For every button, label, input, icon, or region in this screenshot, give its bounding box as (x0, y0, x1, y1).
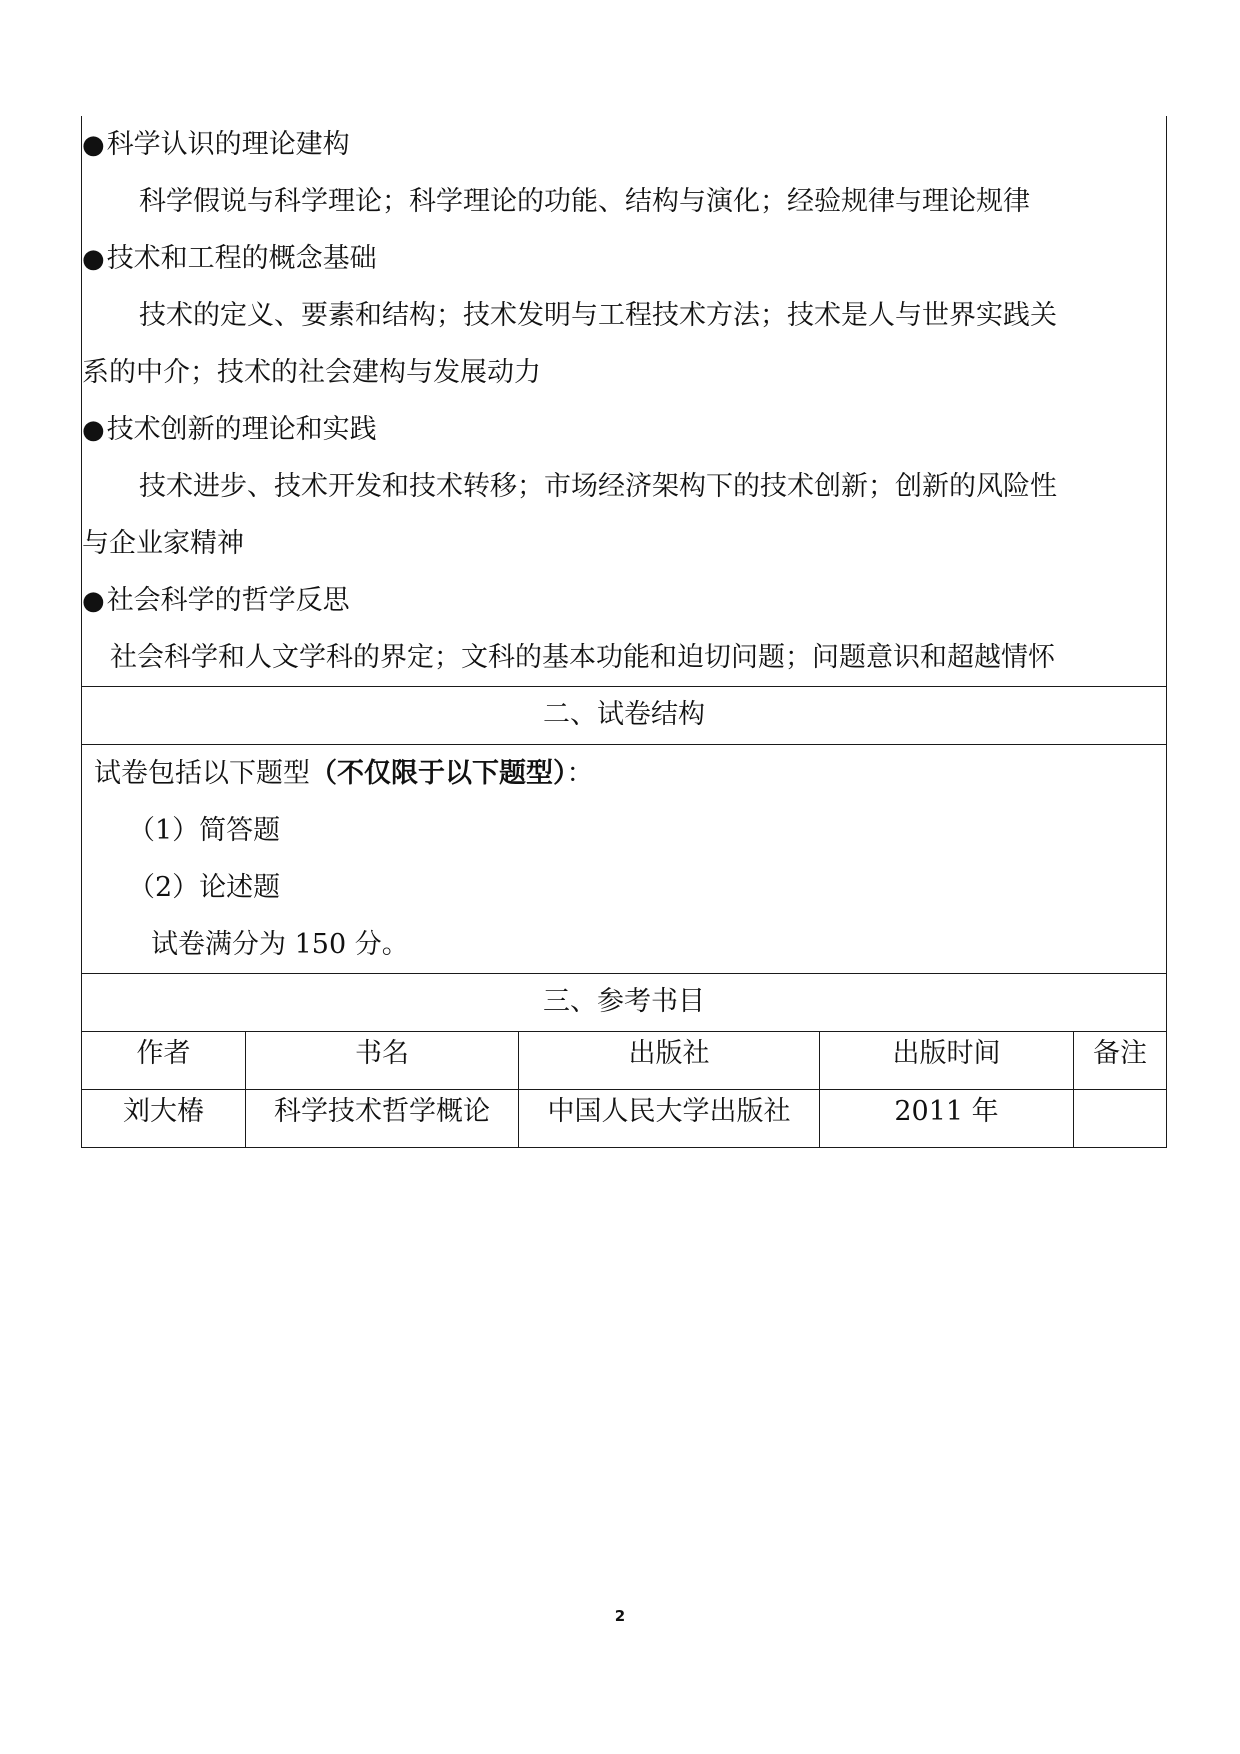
exam-intro-note: （不仅限于以下题型） (310, 758, 567, 789)
cell-title: 科学技术哲学概论 (246, 1090, 519, 1148)
section-heading: ●科学认识的理论建构 (82, 116, 1166, 173)
exam-intro: 试卷包括以下题型（不仅限于以下题型）： (94, 758, 594, 789)
column-header-publisher: 出版社 (519, 1032, 820, 1090)
exam-structure-cell (82, 745, 1167, 974)
exam-total-score: 试卷满分为 150 分。 (151, 929, 409, 960)
question-type: （1）简答题 (128, 815, 281, 846)
section-text: 社会科学和人文学科的界定；文科的基本功能和迫切问题；问题意识和超越情怀 (110, 642, 1055, 673)
question-type: （2）论述题 (128, 872, 281, 903)
content-row (82, 116, 1167, 687)
exam-structure-row (82, 745, 1167, 974)
bullet-icon: ● (82, 244, 105, 274)
page-number: 2 (614, 1607, 626, 1625)
references-title: 三、参考书目 (82, 974, 1167, 1032)
section-text: 技术进步、技术开发和技术转移；市场经济架构下的技术创新；创新的风险性 (139, 471, 1057, 502)
section-text: 与企业家精神 (82, 528, 244, 559)
exam-structure-title: 二、试卷结构 (82, 687, 1167, 745)
bullet-icon: ● (82, 130, 105, 160)
references-heading-row (82, 974, 1167, 1032)
column-header-notes: 备注 (1074, 1032, 1167, 1090)
cell-date: 2011 年 (820, 1090, 1074, 1148)
section-heading: ●技术创新的理论和实践 (82, 401, 1166, 458)
content-cell (82, 116, 1167, 687)
table-row (82, 1090, 1167, 1148)
section-text: 科学假说与科学理论；科学理论的功能、结构与演化；经验规律与理论规律 (139, 186, 1030, 217)
syllabus-table (81, 116, 1167, 1148)
bullet-icon: ● (82, 415, 105, 445)
exam-structure-heading-row (82, 687, 1167, 745)
cell-author: 刘大椿 (82, 1090, 246, 1148)
section-heading: ●技术和工程的概念基础 (82, 230, 1166, 287)
column-header-title: 书名 (246, 1032, 519, 1090)
column-header-author: 作者 (82, 1032, 246, 1090)
section-text: 技术的定义、要素和结构；技术发明与工程技术方法；技术是人与世界实践关 (139, 300, 1057, 331)
bullet-icon: ● (82, 586, 105, 616)
section-heading: ●社会科学的哲学反思 (82, 572, 1166, 629)
column-header-date: 出版时间 (820, 1032, 1074, 1090)
cell-publisher: 中国人民大学出版社 (519, 1090, 820, 1148)
cell-notes (1074, 1090, 1167, 1148)
references-header-row (82, 1032, 1167, 1090)
section-text: 系的中介；技术的社会建构与发展动力 (82, 357, 541, 388)
